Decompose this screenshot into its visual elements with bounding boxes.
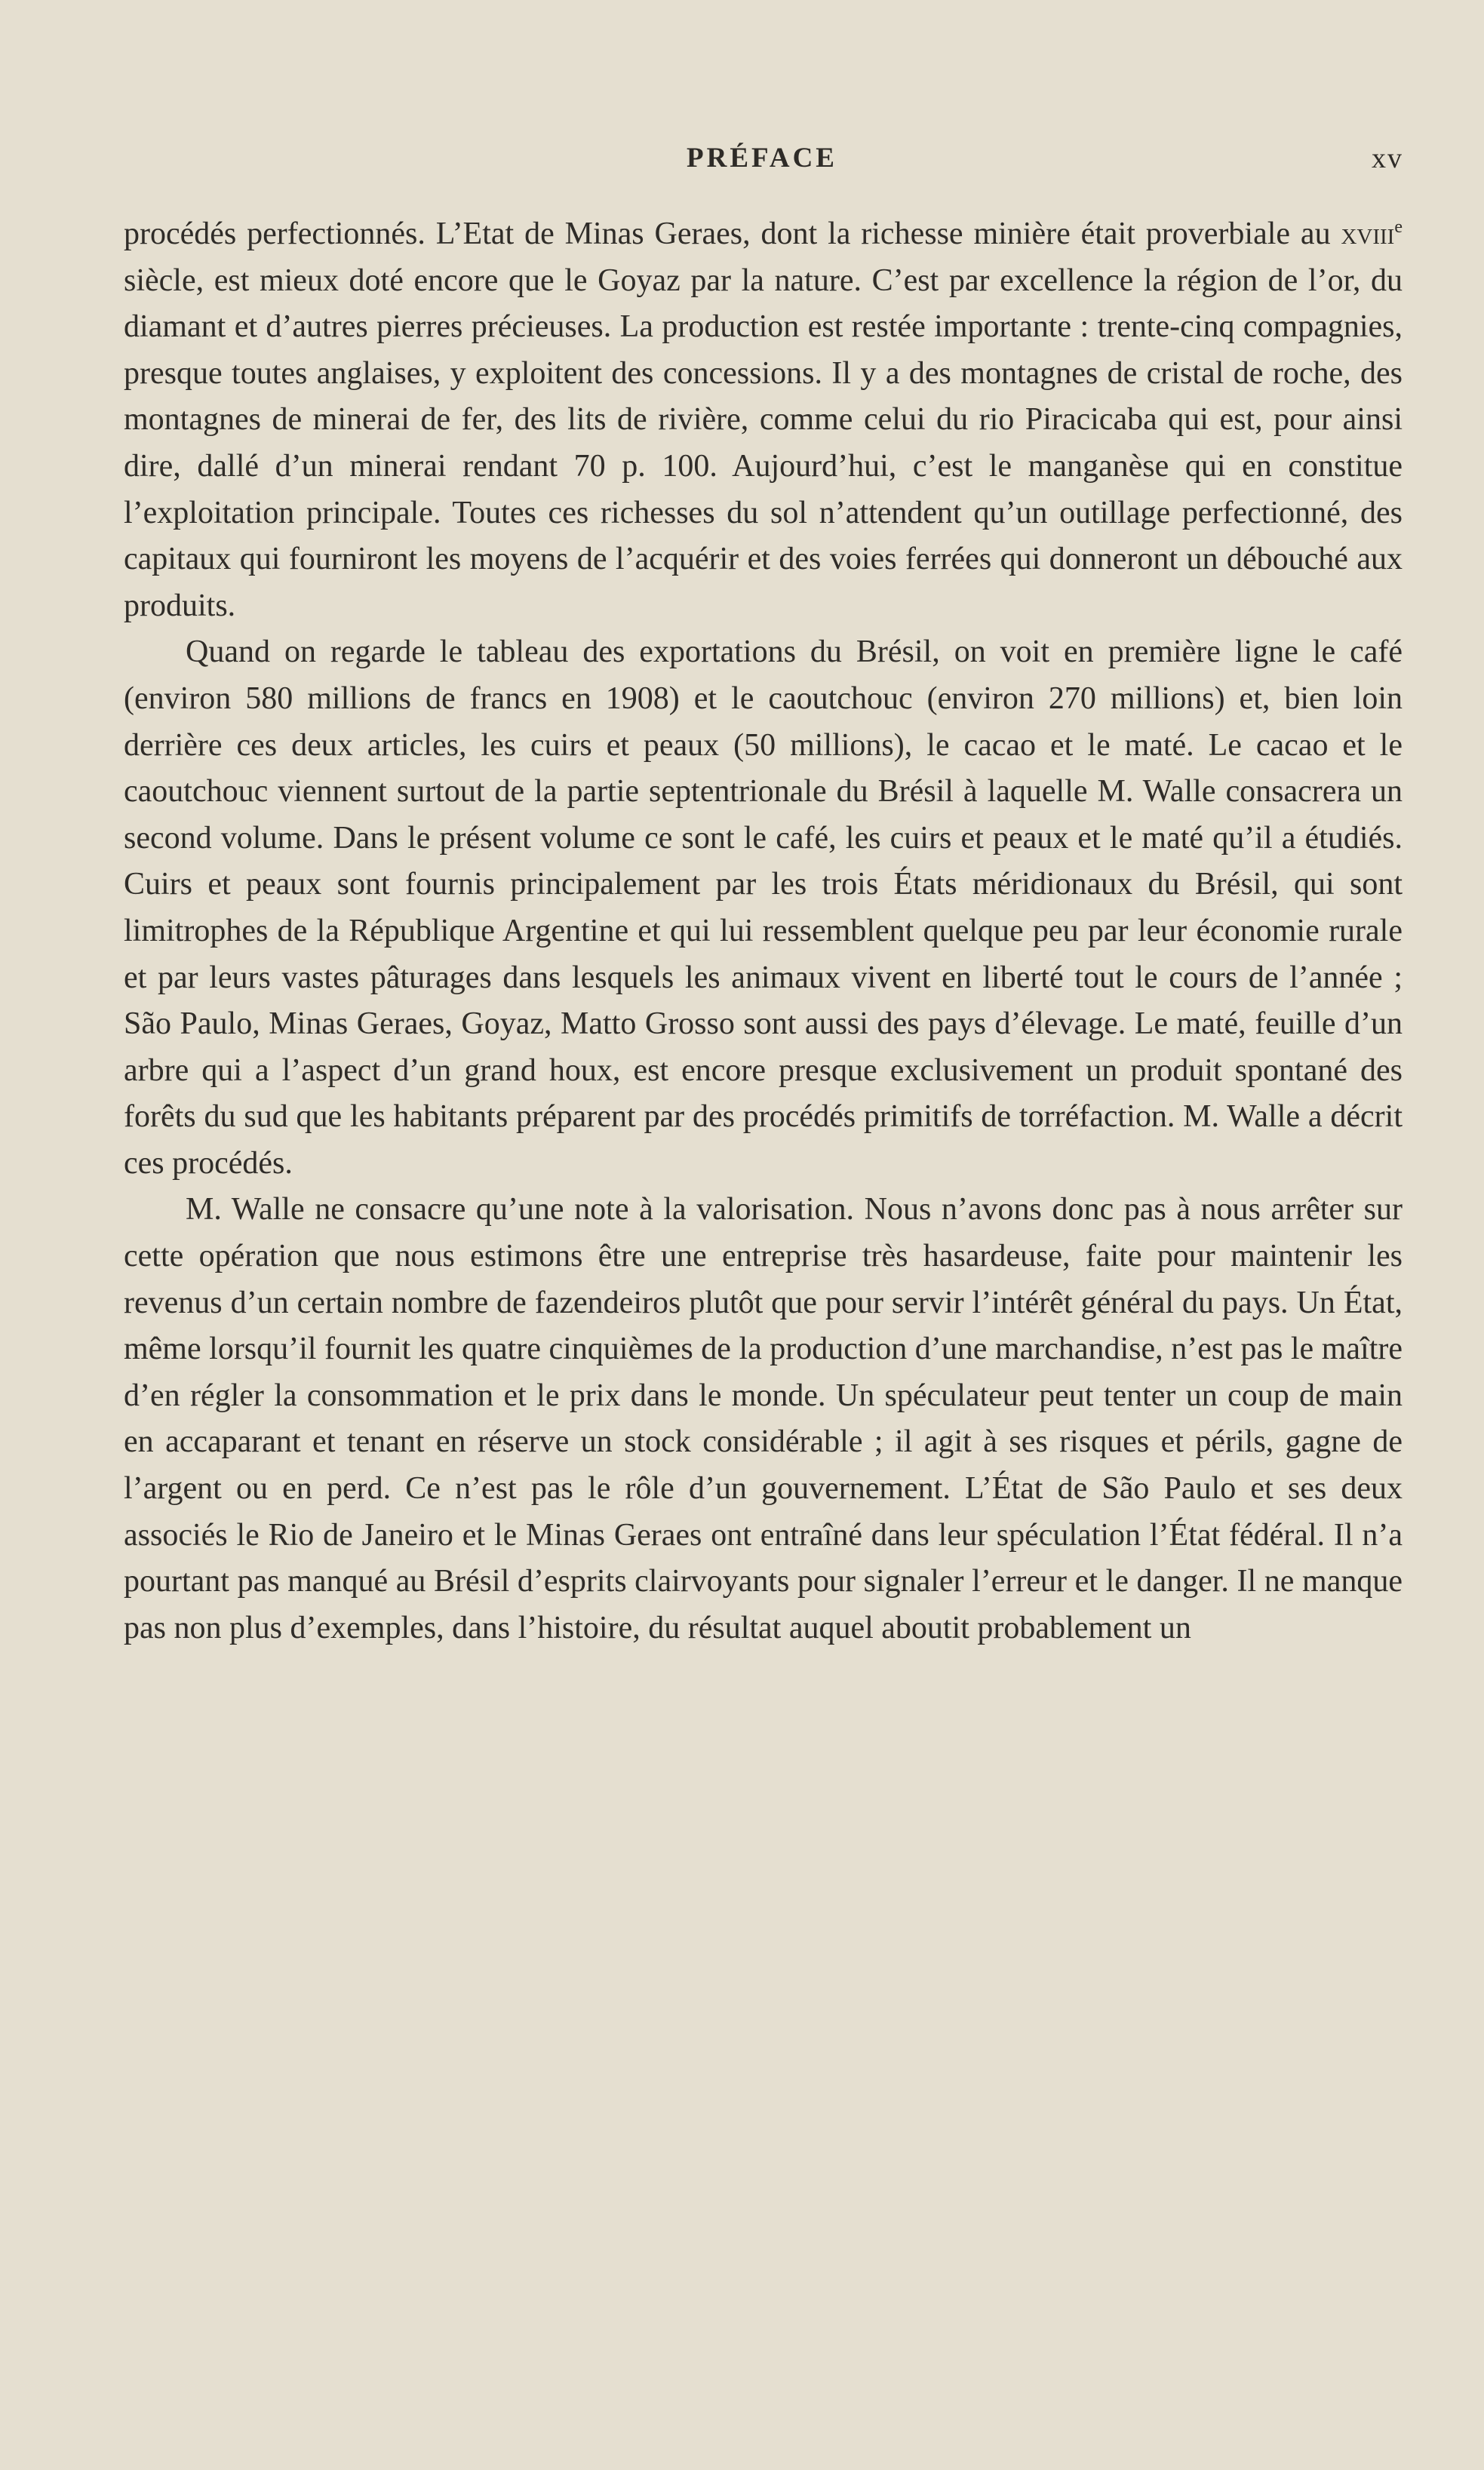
superscript: e — [1394, 217, 1403, 237]
small-caps-text: xviii — [1341, 217, 1395, 251]
text-segment: M. Walle ne consacre qu’une note à la valorisation. Nous n’avons donc pas à nous arrêter sur cette opération que nous estimons être une entreprise très hasardeuse, faite pour maintenir les revenus d’un certain nombre de fazendeiros plutôt que pour servir l’intérêt général du pays. Un État, même lorsqu’il fournit les quatre cinquièmes de la production d’une marchandise, n’est pas le maître d’en régler la consommation et le prix dans le monde. Un spéculateur peut tenter un coup de main en accaparant et tenant en réserve un stock considérable ; il agit à ses risques et périls, gagne de l’argent ou en perd. Ce n’est pas le rôle d’un gouvernement. L’État de São Paulo et ses deux associés le Rio de Janeiro et le Minas Geraes ont entraîné dans leur spéculation l’État fédéral. Il n’a pourtant pas manqué au Brésil d’esprits clairvoyants pour signaler l’erreur et le danger. Il ne manque pas non plus d’exemples, dans l’histoire, du résultat auquel aboutit probablement un — [124, 1192, 1403, 1645]
running-header — [121, 137, 1403, 183]
paragraph — [124, 629, 1403, 1187]
running-title: PRÉFACE — [687, 143, 837, 174]
text-segment: procédés perfectionnés. L’Etat de Minas Geraes, dont la richesse minière était proverbiale au — [124, 217, 1341, 251]
paragraph — [124, 1187, 1403, 1651]
body-text — [124, 211, 1403, 1651]
page-number: xv — [1372, 143, 1403, 174]
paragraph — [124, 211, 1403, 629]
text-segment: siècle, est mieux doté encore que le Goyaz par la nature. C’est par excellence la région de l’or, du diamant et d’autres pierres précieuses. La production est restée importante : trente-cinq compagnies, presque toutes anglaises, y exploitent des concessions. Il y a des montagnes de cristal de roche, des montagnes de minerai de fer, des lits de rivière, comme celui du rio Piracicaba qui est, pour ainsi dire, dallé d’un minerai rendant 70 p. 100. Aujourd’hui, c’est le manganèse qui en constitue l’exploitation principale. Toutes ces richesses du sol n’attendent qu’un outillage perfectionné, des capitaux qui fourniront les moyens de l’acquérir et des voies ferrées qui donneront un débouché aux produits. — [124, 263, 1403, 623]
text-segment: Quand on regarde le tableau des exportations du Brésil, on voit en première ligne le café (environ 580 millions de francs en 1908) et le caoutchouc (environ 270 millions) et, bien loin derrière ces deux articles, les cuirs et peaux (50 millions), le cacao et le maté. Le cacao et le caoutchouc viennent surtout de la partie septentrionale du Brésil à laquelle M. Walle consacrera un second volume. Dans le présent volume ce sont le café, les cuirs et peaux et le maté qu’il a étudiés. Cuirs et peaux sont fournis principalement par les trois États méridionaux du Brésil, qui sont limitrophes de la République Argentine et qui lui ressemblent quelque peu par leur économie rurale et par leurs vastes pâturages dans lesquels les animaux vivent en liberté tout le cours de l’année ; São Paulo, Minas Geraes, Goyaz, Matto Grosso sont aussi des pays d’élevage. Le maté, feuille d’un arbre qui a l’aspect d’un grand houx, est encore presque exclusivement un produit spontané des forêts du sud que les habitants préparent par des procédés primitifs de torréfaction. M. Walle a décrit ces procédés. — [124, 634, 1403, 1181]
